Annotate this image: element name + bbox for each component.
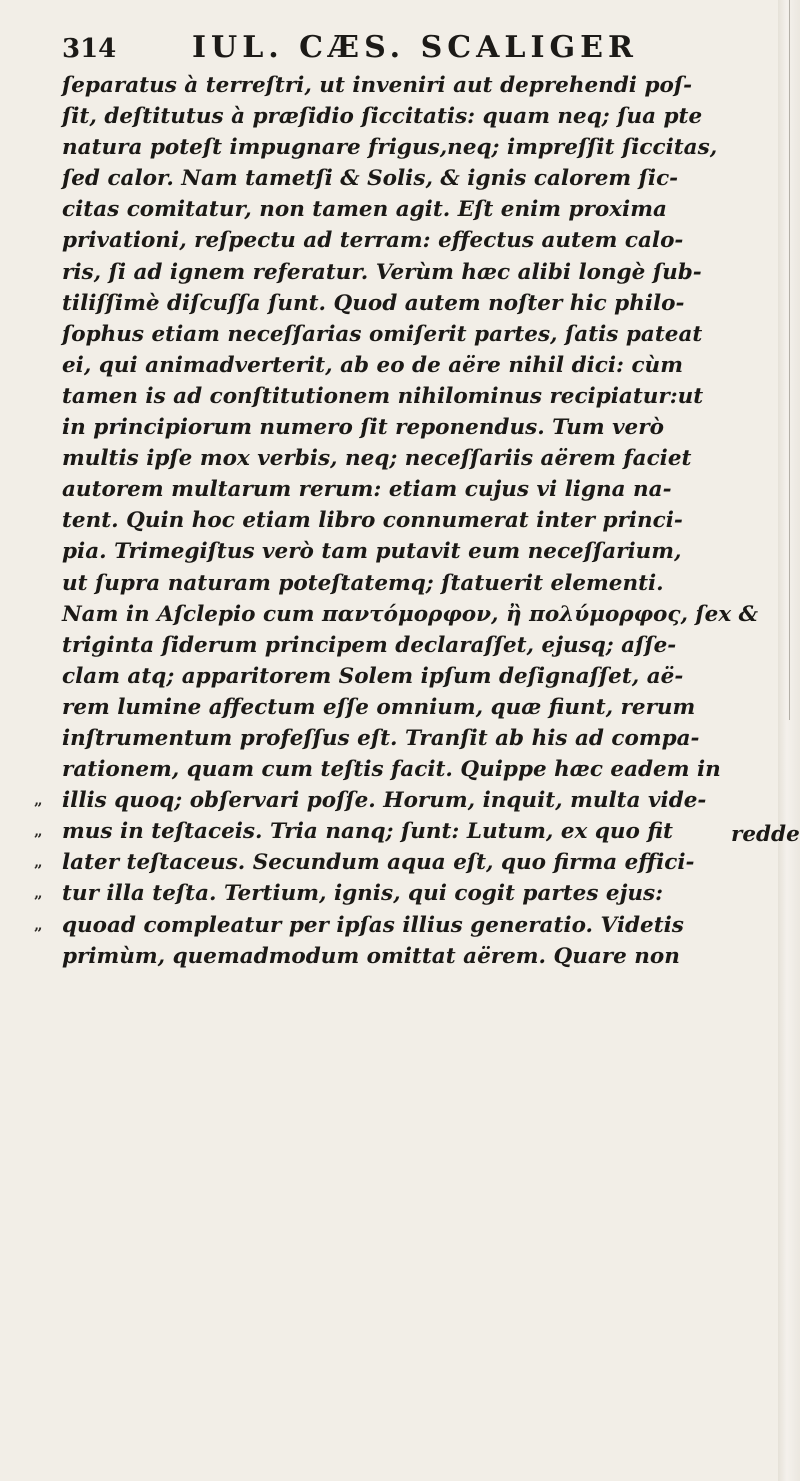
line-text: quoad compleatur per ipſas illius generatio. Videtis: [62, 912, 684, 938]
text-line: [62, 443, 784, 474]
text-line: [62, 194, 784, 225]
line-text: clam atq; apparitorem Solem ipſum deſignaſſet, aë-: [62, 663, 684, 689]
line-text: citas comitatur, non tamen agit. Eſt enim proxima: [62, 197, 667, 223]
text-line: [62, 474, 784, 505]
line-text: Nam in Aſclepio cum παντόμορφον, ἢ πολύμορφος, ſex &: [62, 601, 759, 627]
line-text: triginta ſiderum principem declaraſſet, ejusq; aſſe-: [62, 632, 677, 658]
line-text: ſophus etiam neceſſarias omiſerit partes, ſatis pateat: [62, 321, 703, 347]
line-text: mus in teſtaceis. Tria nanq; ſunt: Lutum, ex quo fit: [62, 819, 673, 845]
line-text: primùm, quemadmodum omittat aërem. Quare non: [62, 943, 680, 969]
line-text: tamen is ad conſtitutionem nihilominus recipiatur:ut: [62, 383, 704, 409]
text-line: [62, 568, 784, 599]
line-text: inſtrumentum profeſſus eſt. Tranſit ab his ad compa-: [62, 725, 700, 751]
running-head: IUL. CÆS. SCALIGER: [192, 30, 638, 65]
line-text: in principiorum numero ſit reponendus. Tum verò: [62, 415, 664, 441]
text-line: [62, 101, 784, 132]
gutter-fold-line: [789, 0, 790, 720]
line-text: pia. Trimegiſtus verò tam putavit eum neceſſarium,: [62, 539, 682, 565]
text-line: [34, 816, 784, 847]
text-line: [62, 225, 784, 256]
line-text: tent. Quin hoc etiam libro connumerat inter princi-: [62, 508, 683, 534]
text-line: [34, 878, 784, 909]
quotation-mark: „: [34, 915, 43, 934]
line-text: illis quoq; obſervari poſſe. Horum, inquit, multa vide-: [62, 788, 707, 814]
line-text: ei, qui animadverterit, ab eo de aëre nihil dici: cùm: [62, 352, 683, 378]
text-line: [62, 288, 784, 319]
line-text: multis ipſe mox verbis, neq; neceſſariis aërem faciet: [62, 446, 692, 472]
text-line: [62, 163, 784, 194]
line-text: ſeparatus à terreſtri, ut inveniri aut deprehendi poſ-: [62, 73, 693, 98]
text-line: [62, 350, 784, 381]
text-line: [62, 257, 784, 288]
line-text: ſit, deſtitutus à præſidio ſiccitatis: quam neq; ſua pte: [62, 104, 703, 130]
line-text: ut ſupra naturam poteſtatemq; ſtatuerit elementi.: [62, 570, 664, 596]
line-text: privationi, reſpectu ad terram: effectus autem calo-: [62, 228, 684, 254]
line-text: tiliſſimè diſcuſſa ſunt. Quod autem noſter hic philo-: [62, 290, 685, 316]
text-line: [62, 661, 784, 692]
text-line: [62, 630, 784, 661]
line-text: rationem, quam cum teſtis facit. Quippe hæc eadem in: [62, 757, 721, 783]
quotation-mark: „: [34, 853, 43, 872]
text-line: [62, 70, 784, 101]
line-text: natura poteſt impugnare frigus,neq; impreſſit ſiccitas,: [62, 135, 718, 161]
catchword: redde: [731, 822, 800, 847]
page-number: 314: [62, 34, 117, 64]
body-text: [34, 70, 784, 972]
text-line: [62, 723, 784, 754]
quotation-mark: „: [34, 791, 43, 810]
text-line: [62, 132, 784, 163]
text-line: [34, 910, 784, 941]
text-line: [62, 692, 784, 723]
text-line: [62, 381, 784, 412]
text-line: [34, 785, 784, 816]
quotation-mark: „: [34, 884, 43, 903]
text-line: [62, 505, 784, 536]
text-line: [34, 847, 784, 878]
line-text: ſed calor. Nam tametſi & Solis, & ignis calorem ſic-: [62, 166, 679, 192]
page-header: [62, 30, 702, 70]
text-line: [62, 941, 784, 972]
text-line: [62, 754, 784, 785]
line-text: autorem multarum rerum: etiam cujus vi ligna na-: [62, 477, 672, 503]
line-text: later teſtaceus. Secundum aqua eſt, quo firma effici-: [62, 850, 695, 876]
line-text: tur illa teſta. Tertium, ignis, qui cogit partes ejus:: [62, 881, 664, 907]
line-text: rem lumine affectum eſſe omnium, quæ fiunt, rerum: [62, 694, 696, 720]
quotation-mark: „: [34, 822, 43, 841]
text-line: [62, 599, 784, 630]
text-line: [62, 319, 784, 350]
text-line: [62, 536, 784, 567]
line-text: ris, ſi ad ignem referatur. Verùm hæc alibi longè ſub-: [62, 259, 702, 285]
text-line: [62, 412, 784, 443]
